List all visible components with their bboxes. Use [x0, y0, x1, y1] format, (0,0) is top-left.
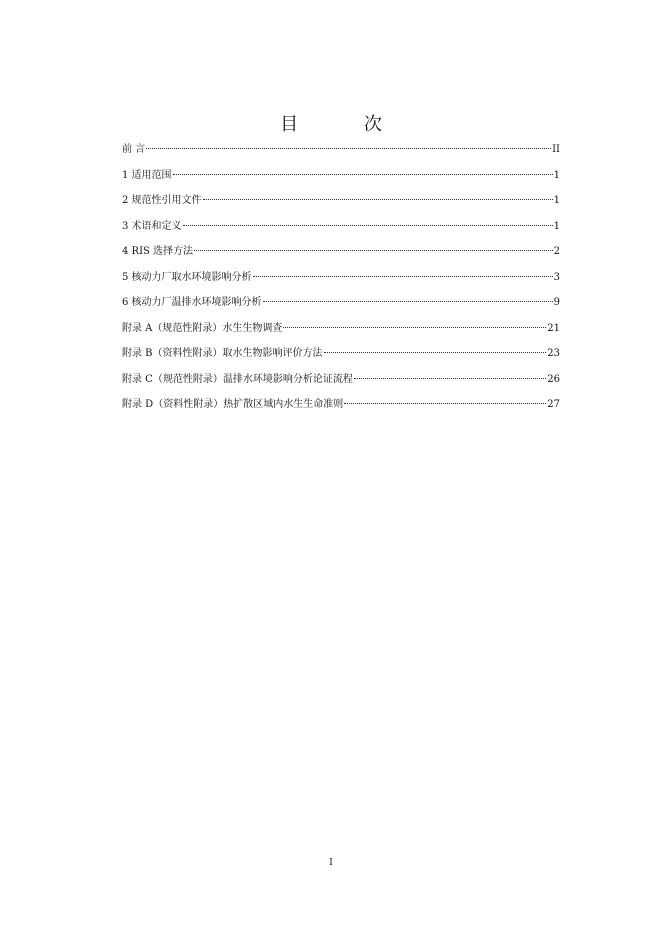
toc-leader-dots	[283, 327, 546, 328]
toc-entry-label: 3 术语和定义	[122, 220, 182, 232]
toc-entry-5[interactable]	[122, 270, 560, 296]
toc-leader-dots	[194, 250, 553, 251]
toc-entry-appendix-b[interactable]	[122, 346, 560, 372]
toc-leader-dots	[173, 174, 553, 175]
table-of-contents	[122, 142, 560, 423]
toc-entry-page: II	[552, 144, 560, 155]
toc-entry-label: 附录 A（规范性附录）水生生物调查	[122, 322, 283, 334]
toc-entry-label: 6 核动力厂温排水环境影响分析	[122, 297, 262, 308]
toc-entry-appendix-a[interactable]	[122, 321, 560, 347]
toc-leader-dots	[324, 352, 547, 353]
toc-entry-appendix-d[interactable]	[122, 397, 560, 423]
toc-entry-2[interactable]	[122, 193, 560, 219]
toc-entry-1[interactable]	[122, 168, 560, 194]
toc-leader-dots	[183, 225, 553, 226]
toc-entry-page: 1	[553, 169, 560, 181]
toc-entry-page: 23	[547, 348, 560, 359]
toc-leader-dots	[146, 148, 551, 149]
page-title: 目 次	[280, 114, 412, 135]
toc-leader-dots	[203, 199, 553, 200]
toc-entry-page: 26	[547, 373, 560, 385]
toc-leader-dots	[253, 276, 553, 277]
toc-entry-label: 2 规范性引用文件	[122, 195, 202, 206]
toc-entry-3[interactable]	[122, 219, 560, 245]
toc-leader-dots	[263, 301, 553, 302]
toc-entry-page: 1	[553, 220, 560, 232]
toc-leader-dots	[354, 378, 546, 379]
toc-leader-dots	[344, 403, 546, 404]
toc-entry-label: 附录 B（资料性附录）取水生物影响评价方法	[122, 348, 323, 359]
toc-entry-page: 3	[553, 271, 560, 283]
toc-entry-page: 9	[553, 297, 560, 308]
toc-entry-label: 5 核动力厂取水环境影响分析	[122, 271, 252, 283]
page-number: I	[329, 858, 333, 868]
toc-entry-page: 21	[547, 322, 560, 334]
toc-entry-label: 附录 D（资料性附录）热扩散区域内水生生命准则	[122, 399, 344, 410]
toc-entry-label: 1 适用范围	[122, 169, 172, 181]
toc-entry-page: 27	[547, 399, 560, 410]
toc-entry-page: 2	[553, 246, 560, 257]
toc-entry-label: 前 言	[122, 144, 146, 155]
toc-entry-page: 1	[553, 195, 560, 206]
toc-entry-6[interactable]	[122, 295, 560, 321]
toc-entry-label: 附录 C（规范性附录）温排水环境影响分析论证流程	[122, 373, 353, 385]
toc-entry-label: 4 RIS 选择方法	[122, 246, 194, 257]
toc-entry-appendix-c[interactable]	[122, 372, 560, 398]
toc-entry-4[interactable]	[122, 244, 560, 270]
toc-entry-preface[interactable]	[122, 142, 560, 168]
